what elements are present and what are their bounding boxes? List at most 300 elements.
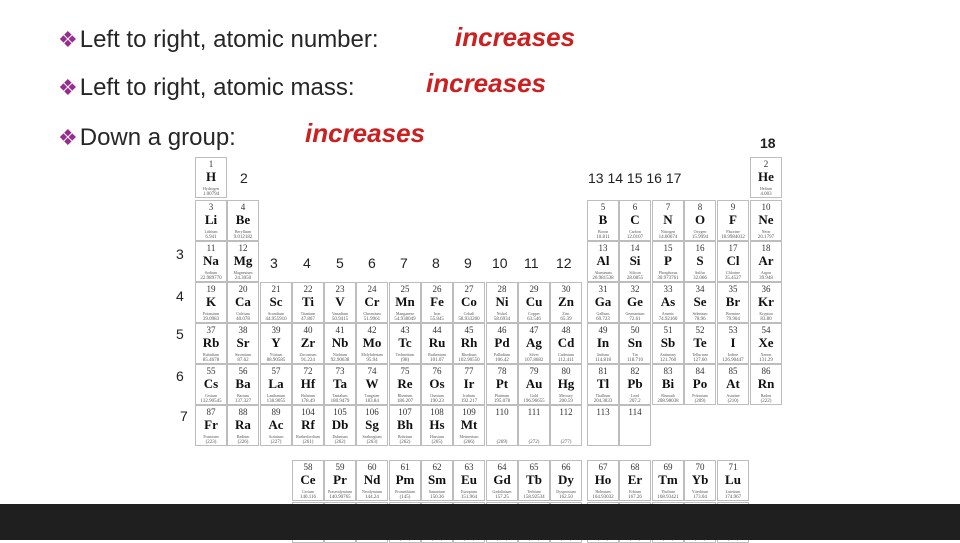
atomic-mass: 78.96 [694, 317, 706, 322]
element-name: Arsenic [661, 311, 675, 316]
atomic-number: 79 [529, 366, 539, 376]
element-cell [717, 282, 749, 323]
element-name: Bohrium [397, 434, 413, 439]
element-cell [587, 460, 619, 501]
element-cell [356, 282, 388, 323]
atomic-number: 29 [529, 284, 539, 294]
atomic-mass: 132.90545 [200, 399, 222, 404]
element-cell [550, 364, 582, 405]
atomic-number: 86 [761, 366, 771, 376]
element-cell [619, 200, 651, 241]
element-cell [195, 241, 227, 282]
element-symbol: Se [693, 294, 707, 309]
element-cell [587, 405, 619, 446]
atomic-number: 7 [665, 202, 671, 212]
element-name: Silver [529, 352, 539, 357]
bullet-down-group-label: Down a group: [79, 124, 236, 151]
element-name: Cerium [302, 489, 314, 494]
atomic-mass: 118.710 [626, 358, 644, 363]
element-cell [518, 460, 550, 501]
element-name: Europium [461, 489, 477, 494]
element-name: Radium [236, 434, 250, 439]
atomic-mass: 72.61 [629, 317, 641, 322]
period-label-6: 6 [176, 368, 184, 384]
element-cell [486, 405, 518, 446]
element-cell [619, 241, 651, 282]
element-cell [750, 200, 782, 241]
element-name: Iodine [727, 352, 739, 357]
element-symbol: H [205, 169, 217, 184]
atomic-number: 114 [628, 407, 642, 417]
diamond-bullet-icon: ❖ [58, 75, 78, 100]
element-symbol: I [730, 335, 736, 350]
atomic-mass: 10.811 [596, 235, 610, 240]
element-cell [518, 282, 550, 323]
atomic-number: 54 [761, 325, 771, 335]
element-cell [652, 241, 684, 282]
element-symbol: Ba [235, 376, 251, 391]
atomic-mass: 15.9994 [691, 235, 709, 240]
element-name: Helium [760, 186, 772, 191]
period-label-3: 3 [176, 246, 184, 262]
element-symbol: As [660, 294, 676, 309]
bullet-atomic-number [58, 26, 379, 54]
element-name: Hydrogen [203, 186, 219, 191]
atomic-number: 22 [303, 284, 313, 294]
element-symbol: Xe [758, 335, 774, 350]
element-cell [750, 282, 782, 323]
atomic-number: 82 [630, 366, 640, 376]
element-name: Francium [203, 434, 219, 439]
atomic-mass: (261) [302, 440, 314, 445]
atomic-mass: 79.904 [726, 317, 740, 322]
element-symbol: Cd [557, 335, 575, 350]
element-symbol: Gd [493, 472, 511, 487]
atomic-number: 56 [238, 366, 248, 376]
element-symbol: K [205, 294, 217, 309]
element-symbol: Cl [726, 253, 740, 268]
element-name: Mercury [559, 393, 573, 398]
element-name: Promethium [395, 489, 415, 494]
atomic-number: 74 [367, 366, 377, 376]
element-cell [717, 460, 749, 501]
element-cell [750, 323, 782, 364]
atomic-mass: 35.4527 [724, 276, 742, 281]
atomic-mass: 24.3050 [234, 276, 252, 281]
element-symbol: Y [271, 335, 281, 350]
element-symbol: Bh [397, 417, 413, 432]
atomic-number: 16 [695, 243, 705, 253]
atomic-number: 84 [695, 366, 705, 376]
atomic-number: 3 [208, 202, 214, 212]
atomic-mass: 102.90550 [458, 358, 480, 363]
atomic-number: 8 [697, 202, 703, 212]
element-cell [486, 460, 518, 501]
element-cell [717, 200, 749, 241]
atomic-mass: 47.867 [301, 317, 315, 322]
element-name: Cesium [204, 393, 218, 398]
atomic-number: 5 [600, 202, 606, 212]
atomic-mass: 158.92534 [523, 495, 545, 500]
atomic-number: 27 [464, 284, 474, 294]
element-symbol: Tc [398, 335, 412, 350]
atomic-mass: 50.9415 [331, 317, 349, 322]
element-cell [389, 460, 421, 501]
atomic-number: 58 [303, 462, 313, 472]
diamond-bullet-icon: ❖ [58, 27, 78, 52]
element-cell [453, 282, 485, 323]
atomic-number: 88 [238, 407, 248, 417]
element-cell [292, 282, 324, 323]
bullet-atomic-mass-label: Left to right, atomic mass: [79, 74, 355, 101]
element-symbol: Ca [235, 294, 251, 309]
element-symbol: Tb [526, 472, 542, 487]
element-name: Polonium [692, 393, 708, 398]
element-cell [652, 364, 684, 405]
atomic-mass: (269) [496, 440, 508, 445]
element-name: Iridium [463, 393, 475, 398]
atomic-mass: (210) [727, 399, 739, 404]
group-label-9: 9 [464, 255, 472, 271]
element-symbol: Ce [300, 472, 316, 487]
element-cell [486, 282, 518, 323]
element-name: Sulfur [695, 270, 705, 275]
element-name: Krypton [759, 311, 773, 316]
atomic-number: 12 [238, 243, 248, 253]
atomic-number: 24 [367, 284, 377, 294]
atomic-number: 108 [430, 407, 444, 417]
atomic-number: 31 [598, 284, 608, 294]
atomic-number: 105 [333, 407, 347, 417]
element-symbol: Rb [202, 335, 220, 350]
element-cell [717, 364, 749, 405]
atomic-mass: (222) [760, 399, 772, 404]
atomic-number: 63 [464, 462, 474, 472]
element-cell [453, 323, 485, 364]
element-cell [195, 282, 227, 323]
atomic-mass: 204.3833 [593, 399, 613, 404]
atomic-number: 112 [559, 407, 573, 417]
atomic-mass: 168.93421 [657, 495, 679, 500]
atomic-number: 19 [206, 284, 216, 294]
element-cell [389, 364, 421, 405]
atomic-mass: 4.003 [760, 192, 772, 197]
atomic-number: 44 [432, 325, 442, 335]
element-cell [587, 200, 619, 241]
atomic-mass: 207.2 [629, 399, 641, 404]
element-name: Xenon [760, 352, 772, 357]
bullet-atomic-mass [58, 74, 355, 102]
element-cell [324, 364, 356, 405]
atomic-mass: 192.217 [460, 399, 478, 404]
atomic-number: 6 [632, 202, 638, 212]
element-symbol: Ga [594, 294, 612, 309]
element-cell [518, 405, 550, 446]
atomic-mass: (98) [400, 358, 410, 363]
element-name: Zirconium [299, 352, 317, 357]
atomic-number: 61 [400, 462, 410, 472]
atomic-number: 106 [365, 407, 379, 417]
element-cell [195, 364, 227, 405]
atomic-mass: (266) [463, 440, 475, 445]
element-name: Lanthanum [266, 393, 286, 398]
atomic-mass: 95.94 [366, 358, 378, 363]
atomic-mass: 51.9961 [363, 317, 381, 322]
element-symbol: Sn [627, 335, 643, 350]
element-name: Argon [760, 270, 772, 275]
element-cell [227, 241, 259, 282]
atomic-mass: 208.98038 [657, 399, 679, 404]
element-symbol: Mo [362, 335, 382, 350]
atomic-number: 57 [271, 366, 281, 376]
element-name: Iron [433, 311, 441, 316]
atomic-mass: 138.9055 [266, 399, 286, 404]
atomic-mass: 20.1797 [757, 235, 775, 240]
element-name: Calcium [236, 311, 250, 316]
element-name: Platinum [494, 393, 510, 398]
atomic-number: 62 [432, 462, 442, 472]
atomic-mass: 107.8682 [524, 358, 544, 363]
atomic-number: 69 [663, 462, 673, 472]
atomic-number: 68 [630, 462, 640, 472]
element-symbol: Ru [428, 335, 446, 350]
bullet-atomic-number-label: Left to right, atomic number: [79, 26, 379, 53]
atomic-mass: 12.0107 [626, 235, 644, 240]
atomic-mass: 140.116 [299, 495, 317, 500]
atomic-number: 75 [400, 366, 410, 376]
element-name: Zinc [562, 311, 570, 316]
element-symbol: Sg [365, 417, 379, 432]
element-symbol: F [729, 212, 737, 227]
element-symbol: Kr [758, 294, 774, 309]
element-symbol: Fr [204, 417, 218, 432]
atomic-mass: 121.760 [659, 358, 677, 363]
group-label-12: 12 [556, 255, 572, 271]
element-symbol: Nb [331, 335, 349, 350]
element-name: Magnesium [233, 270, 253, 275]
element-cell [684, 241, 716, 282]
atomic-number: 14 [630, 243, 640, 253]
element-name: Rubidium [202, 352, 219, 357]
atomic-number: 40 [303, 325, 313, 335]
element-cell [684, 282, 716, 323]
period-label-5: 5 [176, 326, 184, 342]
element-cell [389, 282, 421, 323]
atomic-mass: 58.6934 [493, 317, 511, 322]
atomic-mass: 196.96655 [523, 399, 545, 404]
element-symbol: Li [204, 212, 218, 227]
element-cell [750, 364, 782, 405]
element-cell [619, 405, 651, 446]
element-name: Beryllium [234, 229, 252, 234]
atomic-mass: 28.0855 [626, 276, 644, 281]
atomic-mass: 39.0983 [202, 317, 220, 322]
atomic-mass: (145) [399, 495, 411, 500]
atomic-number: 15 [663, 243, 673, 253]
element-name: Hassium [430, 434, 444, 439]
element-cell [684, 364, 716, 405]
element-symbol: Al [596, 253, 610, 268]
element-cell [486, 323, 518, 364]
element-cell [227, 405, 259, 446]
atomic-number: 65 [529, 462, 539, 472]
element-symbol: Cu [525, 294, 543, 309]
element-cell [684, 460, 716, 501]
element-name: Neon [761, 229, 771, 234]
atomic-number: 21 [271, 284, 281, 294]
element-name: Copper [528, 311, 540, 316]
element-cell [324, 323, 356, 364]
element-name: Sodium [204, 270, 218, 275]
group-label-4: 4 [303, 255, 311, 271]
element-name: Rhodium [461, 352, 477, 357]
atomic-number: 111 [527, 407, 541, 417]
element-name: Selenium [692, 311, 708, 316]
element-cell [421, 323, 453, 364]
atomic-mass: 63.546 [527, 317, 541, 322]
element-symbol: B [598, 212, 608, 227]
element-symbol: Sb [660, 335, 676, 350]
element-cell [421, 364, 453, 405]
element-symbol: Mn [395, 294, 415, 309]
element-symbol: V [335, 294, 345, 309]
element-symbol: Dy [558, 472, 574, 487]
element-name: Strontium [234, 352, 251, 357]
element-name: Indium [597, 352, 609, 357]
element-name: Boron [598, 229, 608, 234]
atomic-mass: 85.4678 [202, 358, 220, 363]
atomic-number: 89 [271, 407, 281, 417]
atomic-number: 104 [301, 407, 315, 417]
element-name: Potassium [202, 311, 220, 316]
group-label-18: 18 [760, 135, 776, 151]
atomic-number: 23 [335, 284, 345, 294]
atomic-number: 80 [561, 366, 571, 376]
element-symbol: W [365, 376, 379, 391]
atomic-mass: 150.36 [430, 495, 444, 500]
element-symbol: Pb [627, 376, 643, 391]
element-symbol: Cr [364, 294, 380, 309]
atomic-mass: 91.224 [301, 358, 315, 363]
group-label-6: 6 [368, 255, 376, 271]
element-name: Molybdenum [361, 352, 383, 357]
atomic-mass: 101.07 [430, 358, 444, 363]
atomic-mass: 151.964 [460, 495, 478, 500]
atomic-mass: 157.25 [495, 495, 509, 500]
atomic-mass: 200.59 [559, 399, 573, 404]
element-name: Ruthenium [428, 352, 446, 357]
element-name: Tantalum [332, 393, 348, 398]
element-cell [421, 282, 453, 323]
element-symbol: Au [525, 376, 543, 391]
group-label-7: 7 [400, 255, 408, 271]
element-cell [619, 282, 651, 323]
element-symbol: C [630, 212, 640, 227]
element-symbol: Bi [661, 376, 675, 391]
element-symbol: Zn [558, 294, 574, 309]
element-symbol: N [663, 212, 673, 227]
element-cell [453, 460, 485, 501]
element-cell [587, 282, 619, 323]
atomic-mass-increases: increases [426, 68, 546, 98]
element-symbol: Hf [300, 376, 316, 391]
group-label-11: 11 [524, 255, 539, 271]
element-symbol: Ta [333, 376, 347, 391]
element-name: Lithium [204, 229, 218, 234]
element-name: Scandium [268, 311, 284, 316]
atomic-number: 81 [598, 366, 608, 376]
element-cell [750, 157, 782, 198]
atomic-number: 59 [335, 462, 345, 472]
element-name: Phosphorus [658, 270, 678, 275]
element-name: Gold [530, 393, 538, 398]
element-cell [550, 323, 582, 364]
element-symbol: Sc [269, 294, 283, 309]
element-symbol: Rn [757, 376, 775, 391]
element-name: Oxygen [693, 229, 707, 234]
atomic-mass: 131.29 [759, 358, 773, 363]
element-name: Osmium [430, 393, 444, 398]
element-cell [356, 460, 388, 501]
atomic-number: 109 [462, 407, 476, 417]
element-cell [292, 405, 324, 446]
atomic-mass: 195.078 [493, 399, 511, 404]
atomic-number: 4 [240, 202, 246, 212]
diamond-bullet-icon: ❖ [58, 125, 78, 150]
atomic-number: 45 [464, 325, 474, 335]
element-cell [652, 323, 684, 364]
atomic-number: 51 [663, 325, 673, 335]
down-group-increases: increases [305, 118, 425, 148]
element-symbol: O [694, 212, 706, 227]
atomic-mass: 144.24 [365, 495, 379, 500]
element-cell [195, 405, 227, 446]
element-cell [227, 323, 259, 364]
atomic-mass: 9.012182 [233, 235, 253, 240]
atomic-number: 28 [497, 284, 507, 294]
element-name: Barium [237, 393, 249, 398]
element-symbol: Si [629, 253, 641, 268]
element-cell [324, 405, 356, 446]
element-name: Praseodymium [328, 489, 352, 494]
atomic-mass: 127.60 [693, 358, 707, 363]
atomic-number: 53 [728, 325, 738, 335]
element-cell [518, 364, 550, 405]
atomic-mass: 178.49 [301, 399, 315, 404]
atomic-mass: (226) [237, 440, 249, 445]
atomic-mass: 183.84 [365, 399, 379, 404]
atomic-number: 18 [761, 243, 771, 253]
element-symbol: Ni [495, 294, 509, 309]
element-symbol: Re [397, 376, 413, 391]
element-cell [260, 282, 292, 323]
element-symbol: Ne [758, 212, 774, 227]
element-name: Nickel [496, 311, 508, 316]
element-name: Bismuth [661, 393, 675, 398]
element-name: Rhenium [397, 393, 413, 398]
element-symbol: Tl [596, 376, 610, 391]
element-symbol: Pd [494, 335, 510, 350]
element-cell [587, 241, 619, 282]
element-symbol: Er [627, 472, 643, 487]
element-cell [684, 323, 716, 364]
atomic-mass: 22.989770 [200, 276, 222, 281]
element-symbol: Na [203, 253, 219, 268]
element-symbol: Ir [463, 376, 475, 391]
atomic-mass: 18.9984032 [721, 235, 745, 240]
element-name: Gadolinium [492, 489, 512, 494]
element-symbol: Rf [301, 417, 315, 432]
